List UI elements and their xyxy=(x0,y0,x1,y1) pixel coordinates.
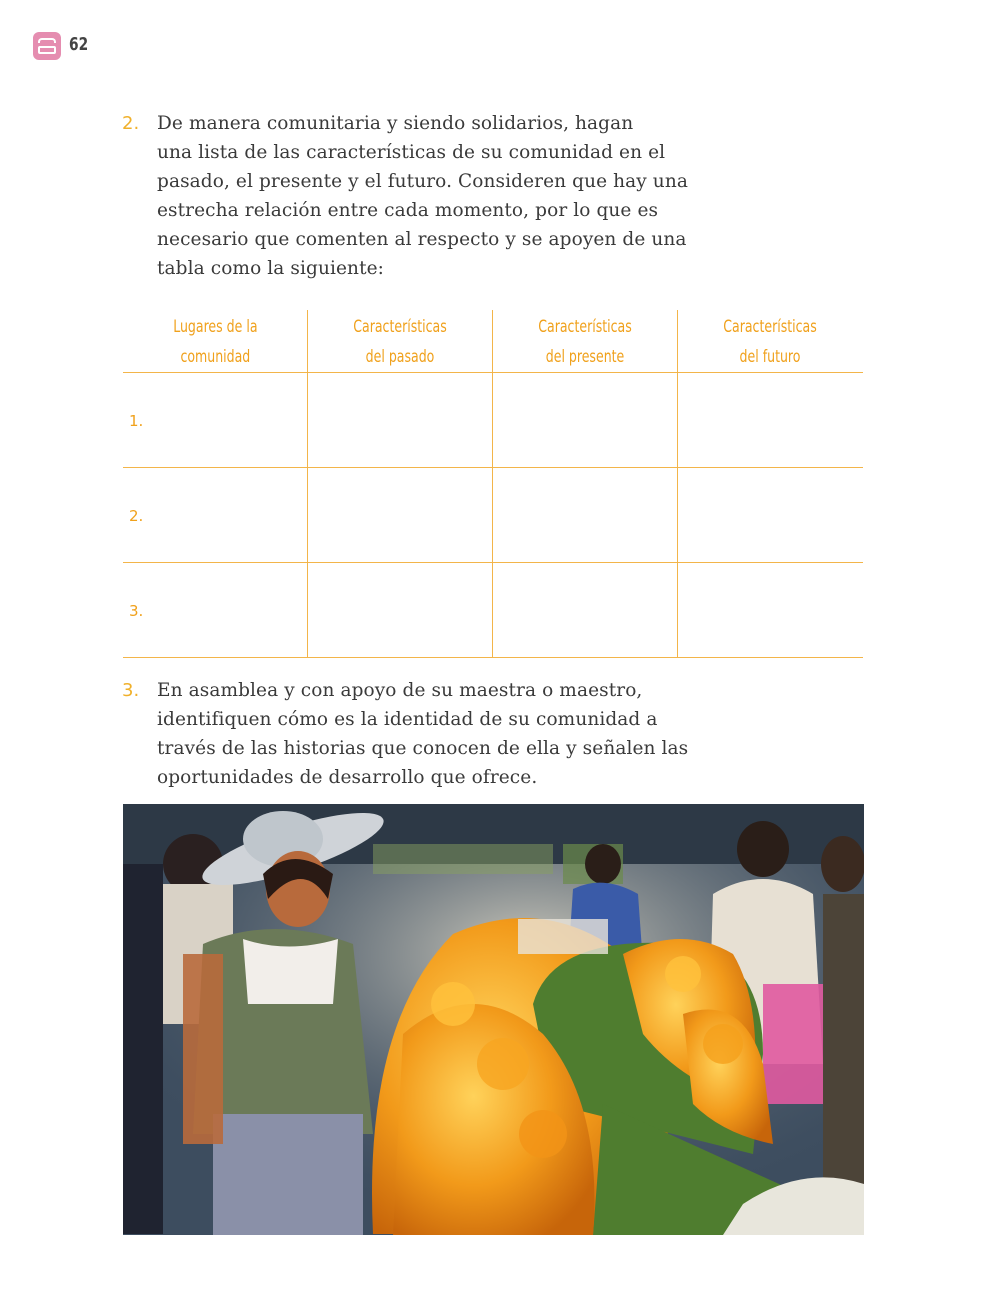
page-number: 62 xyxy=(69,34,89,55)
item-text: En asamblea y con apoyo de su maestra o maestro, identifiquen cómo es la identidad de su comunidad a través de las historias que conocen de ella y señalen las oportunidades de desarrollo que ofrece. xyxy=(157,680,689,788)
characteristics-table xyxy=(123,310,863,658)
table-rule xyxy=(123,657,863,658)
marketplace-photo-icon xyxy=(123,804,864,1235)
row-number: 1. xyxy=(129,412,144,430)
row-number: 2. xyxy=(129,507,144,525)
table-divider xyxy=(677,310,678,658)
table-rule xyxy=(123,467,863,468)
item-text: De manera comunitaria y siendo solidarios, hagan una lista de las características de su comunidad en el pasado, el presente y el futuro. Consideren que hay una estrecha relación entre cada momento, por lo que es necesario que comenten al respecto y se apoyen de una tabla como la siguiente: xyxy=(157,113,688,279)
table-header: Características del presente xyxy=(538,317,632,367)
table-rule xyxy=(123,562,863,563)
book-logo-icon xyxy=(33,32,61,60)
item-number: 2. xyxy=(122,113,140,134)
table-header: Características del futuro xyxy=(723,317,817,367)
activity-item-2 xyxy=(122,109,742,283)
table-divider xyxy=(492,310,493,658)
table-divider xyxy=(307,310,308,658)
table-header: Lugares de la comunidad xyxy=(172,317,258,367)
table-header: Características del pasado xyxy=(353,317,447,367)
row-number: 3. xyxy=(129,602,144,620)
marketplace-photo xyxy=(123,804,864,1235)
item-number: 3. xyxy=(122,680,140,701)
activity-item-3 xyxy=(122,676,742,792)
table-rule xyxy=(123,372,863,373)
